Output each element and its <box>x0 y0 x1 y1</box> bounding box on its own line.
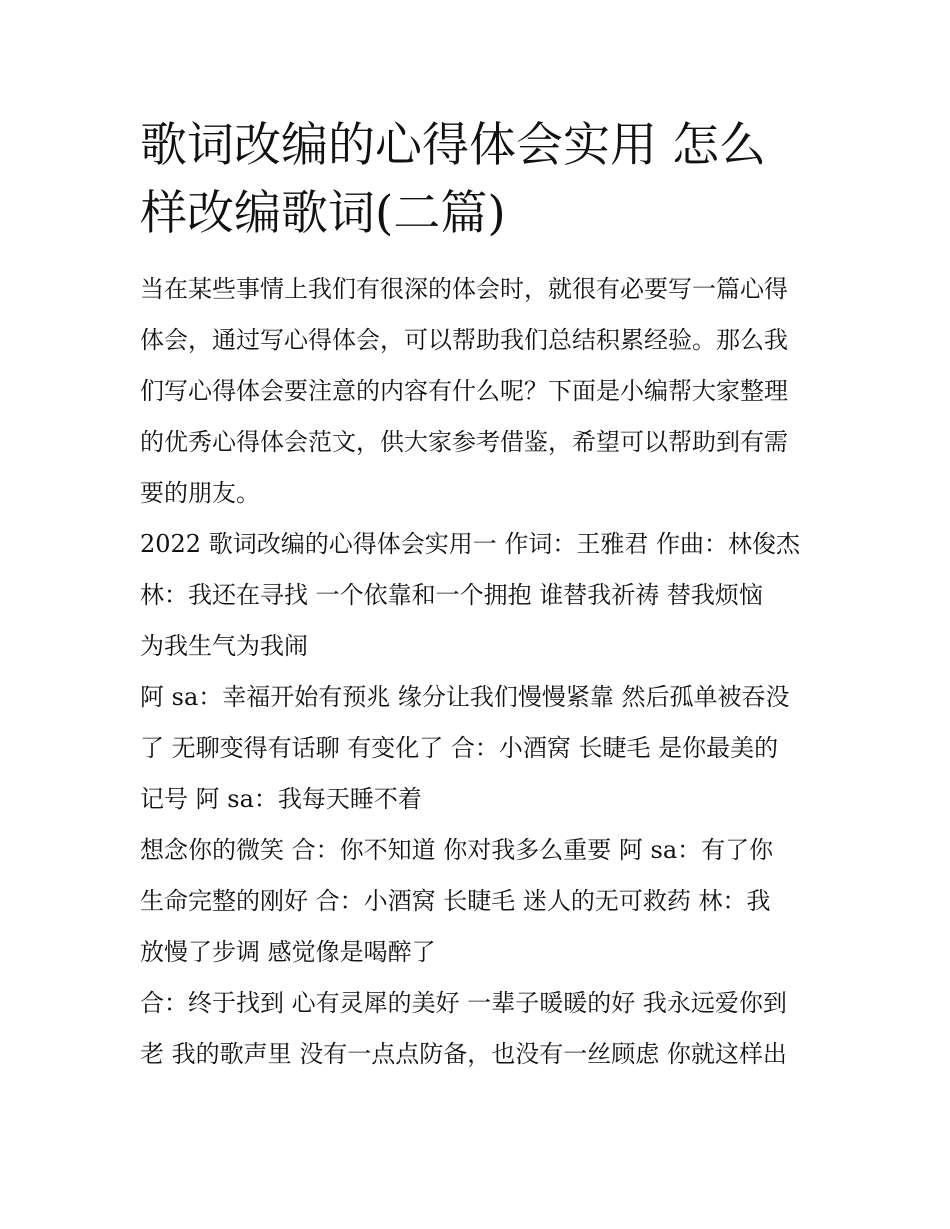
text-line: 要的朋友。 <box>140 479 260 507</box>
text-line: 放慢了步调 感觉像是喝醉了 <box>140 938 436 966</box>
document-title <box>140 112 820 248</box>
document-content <box>140 112 820 1080</box>
text-line: 生命完整的刚好 合：小酒窝 长睫毛 迷人的无可救药 林：我 <box>140 887 771 915</box>
text-line: 为我生气为我闹 <box>140 632 308 660</box>
lyrics-paragraph <box>140 672 820 825</box>
text-line: 林：我还在寻找 一个依靠和一个拥抱 谁替我祈祷 替我烦恼 <box>140 581 763 609</box>
lyrics-paragraph <box>140 519 820 672</box>
intro-paragraph <box>140 264 820 519</box>
text-line: 体会，通过写心得体会，可以帮助我们总结积累经验。那么我 <box>140 326 788 354</box>
title-line: 歌词改编的心得体会实用 怎么 <box>140 118 766 173</box>
text-line: 的优秀心得体会范文，供大家参考借鉴，希望可以帮助到有需 <box>140 428 788 456</box>
text-line: 记号 阿 sa：我每天睡不着 <box>140 785 422 813</box>
text-line: 合：终于找到 心有灵犀的美好 一辈子暖暖的好 我永远爱你到 <box>140 989 787 1017</box>
text-line: 阿 sa：幸福开始有预兆 缘分让我们慢慢紧靠 然后孤单被吞没 <box>140 683 790 711</box>
lyrics-paragraph <box>140 825 820 978</box>
title-line: 样改编歌词(二篇) <box>140 186 506 241</box>
text-line: 了 无聊变得有话聊 有变化了 合：小酒窝 长睫毛 是你最美的 <box>140 734 779 762</box>
text-line: 想念你的微笑 合：你不知道 你对我多么重要 阿 sa：有了你 <box>140 836 774 864</box>
text-line: 老 我的歌声里 没有一点点防备，也没有一丝顾虑 你就这样出 <box>140 1040 787 1068</box>
lyrics-paragraph <box>140 978 820 1080</box>
text-line: 2022 歌词改编的心得体会实用一 作词：王雅君 作曲：林俊杰 <box>140 530 800 558</box>
text-line: 们写心得体会要注意的内容有什么呢？下面是小编帮大家整理 <box>140 377 788 405</box>
text-line: 当在某些事情上我们有很深的体会时，就很有必要写一篇心得 <box>140 275 788 303</box>
